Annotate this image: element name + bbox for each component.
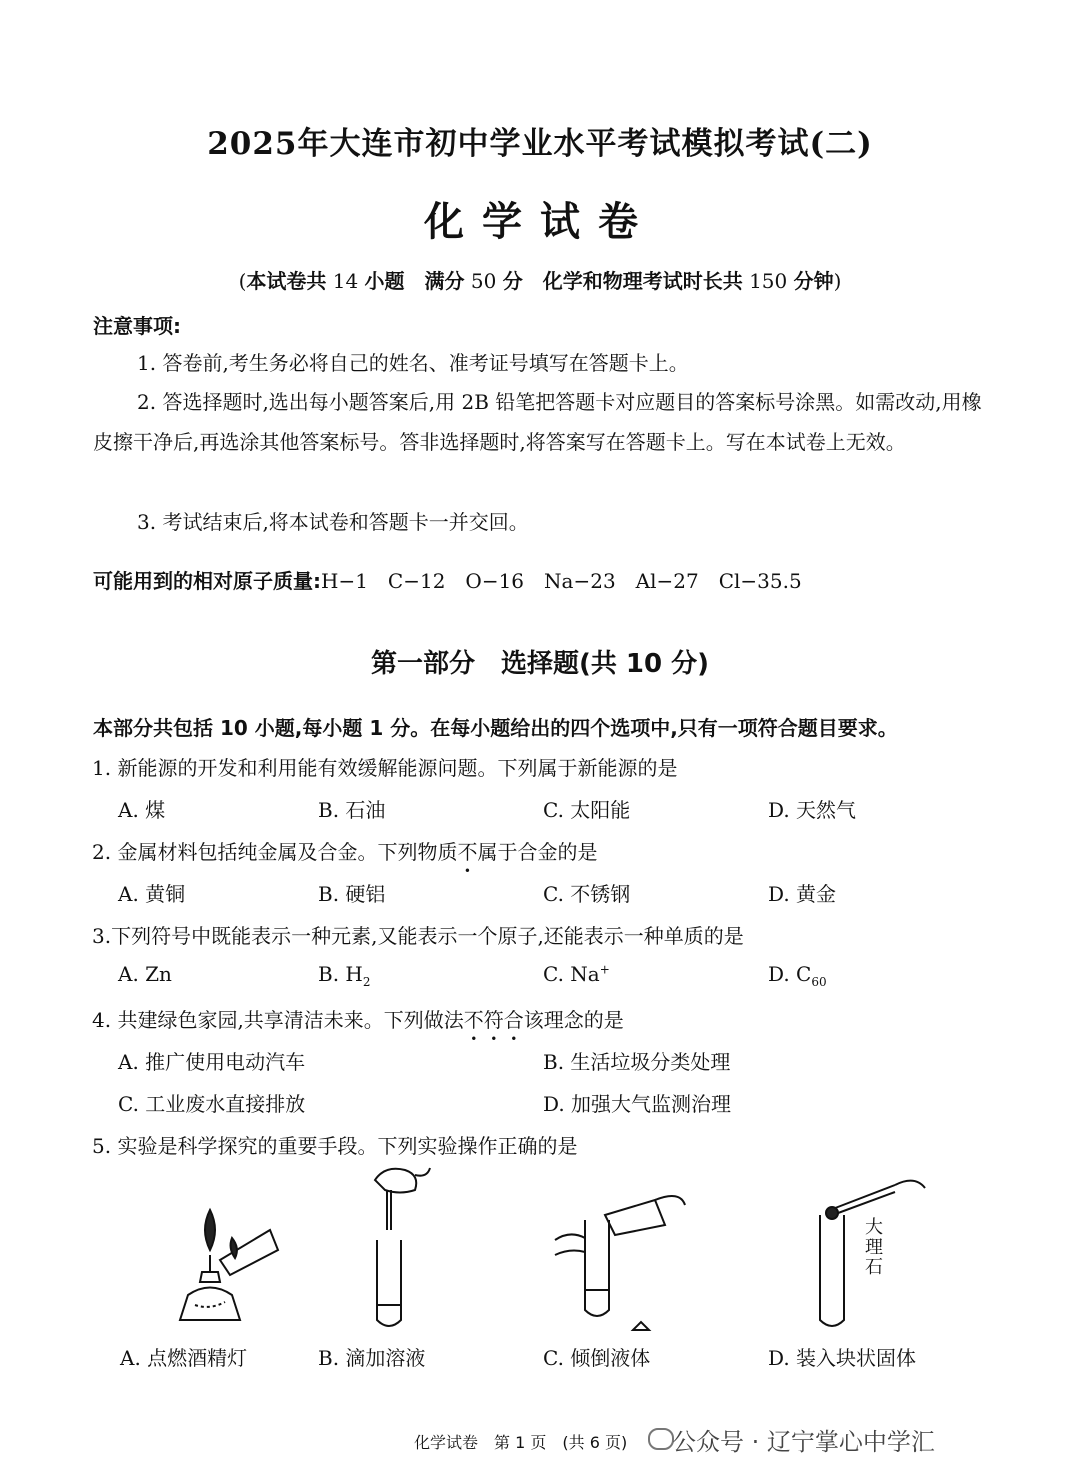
part1-heading: 第一部分 选择题(共 10 分): [370, 649, 710, 679]
notice-item-1: 1. 答卷前,考生务必将自己的姓名、准考证号填写在答题卡上。: [137, 351, 689, 375]
q1-option-c: C. 太阳能: [543, 798, 631, 822]
q1-option-d: D. 天然气: [768, 798, 857, 822]
question-2-stem: 2. 金属材料包括纯金属及合金。下列物质不属于合金的是: [92, 840, 598, 864]
q3-option-c: C. Na+: [543, 962, 610, 986]
question-4-stem: 4. 共建绿色家园,共享清洁未来。下列做法不符合该理念的是: [92, 1008, 624, 1032]
q4-option-a: A. 推广使用电动汽车: [118, 1050, 306, 1074]
exam-subject: 化学试卷: [424, 199, 656, 245]
watermark: 公众号 · 辽宁掌心中学汇: [672, 1428, 935, 1456]
q1-option-b: B. 石油: [318, 798, 386, 822]
figure-a-caption: A. 点燃酒精灯: [120, 1346, 248, 1370]
q2-option-a: A. 黄铜: [118, 882, 186, 906]
q3-option-b: B. $H_2$: [318, 962, 371, 989]
marble-label: 大 理 石: [865, 1217, 883, 1278]
q2-option-d: D. 黄金: [768, 882, 837, 906]
q4-option-b: B. 生活垃圾分类处理: [543, 1050, 731, 1074]
figure-d-caption: D. 装入块状固体: [768, 1346, 917, 1370]
question-5-stem: 5. 实验是科学探究的重要手段。下列实验操作正确的是: [92, 1134, 578, 1158]
notice-item-3: 3. 考试结束后,将本试卷和答题卡一并交回。: [137, 510, 529, 534]
q3-option-a: A. Zn: [118, 962, 172, 986]
q3-option-d: D. $C_{60}$: [768, 962, 827, 989]
figure-c-pouring: [545, 1180, 695, 1340]
q2-option-b: B. 硬铝: [318, 882, 386, 906]
question-1-stem: 1. 新能源的开发和利用能有效缓解能源问题。下列属于新能源的是: [92, 756, 678, 780]
q1-option-a: A. 煤: [118, 798, 166, 822]
notice-item-2: 2. 答选择题时,选出每小题答案后,用 2B 铅笔把答题卡对应题目的答案标号涂黑。如需改动,用橡皮擦干净后,再选涂其他答案标号。答非选择题时,将答案写在答题卡上。写在本试卷上无效。: [93, 390, 982, 454]
figure-b-caption: B. 滴加溶液: [318, 1346, 426, 1370]
q2-option-c: C. 不锈钢: [543, 882, 631, 906]
figure-c-caption: C. 倾倒液体: [543, 1346, 651, 1370]
wechat-icon: [648, 1428, 674, 1450]
q4-option-c: C. 工业废水直接排放: [118, 1092, 306, 1116]
q4-option-d: D. 加强大气监测治理: [543, 1092, 732, 1116]
notice-heading: 注意事项:: [93, 314, 181, 338]
exam-info: (本试卷共 14 小题 满分 50 分 化学和物理考试时长共 150 分钟): [238, 269, 842, 293]
question-3-stem: 3.下列符号中既能表示一种元素,又能表示一个原子,还能表示一种单质的是: [92, 924, 744, 948]
part1-note: 本部分共包括 10 小题,每小题 1 分。在每小题给出的四个选项中,只有一项符合题目要求。: [93, 716, 898, 740]
atomic-mass-line: 可能用到的相对原子质量:H−1 C−12 O−16 Na−23 Al−27 Cl−35.5: [93, 569, 802, 593]
exam-title: 2025年大连市初中学业水平考试模拟考试(二): [207, 126, 873, 162]
figure-a-alcohol-lamp: [160, 1200, 290, 1330]
figure-b-dropper: [355, 1160, 435, 1335]
page-footer: 化学试卷 第 1 页 (共 6 页): [414, 1433, 628, 1452]
